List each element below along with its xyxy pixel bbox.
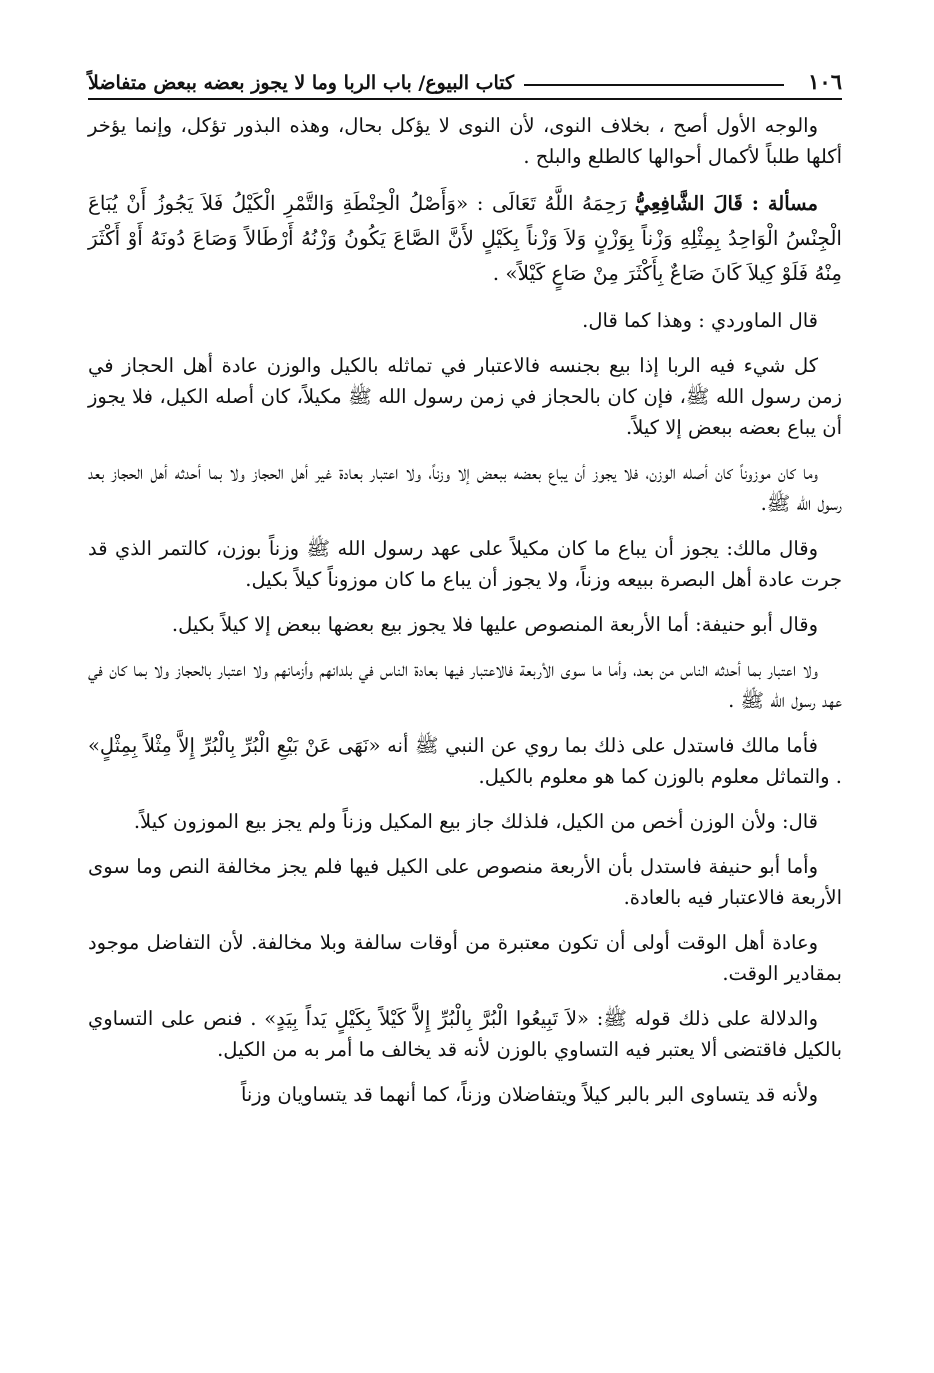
- paragraph: والوجه الأول أصح ، بخلاف النوى، لأن النوى لا يؤكل بحال، وهذه البذور تؤكل، وإنما يؤخر أكلها طلباً لأكمال أحوالها كالطلع والبلح .: [88, 114, 842, 168]
- running-header: [88, 58, 842, 100]
- paragraph: قال الماوردي : وهذا كما قال.: [582, 309, 818, 332]
- paragraph: وقال مالك: يجوز أن يباع ما كان مكيلاً على عهد رسول الله ﷺ وزناً بوزن، كالتمر الذي قد جرت عادة أهل البصرة ببيعه وزناً، ولا يجوز أن يباع ما كان موزوناً كيلاً بكيل.: [88, 537, 842, 591]
- paragraph: وأما أبو حنيفة فاستدل بأن الأربعة منصوص على الكيل فيها فلم يجز مخالفة النص وما سوى الأربعة فالاعتبار فيه بالعادة.: [88, 855, 842, 909]
- masala-quote: رَحِمَهُ اللَّهُ تَعَالَى : «وَأَصْلُ الْحِنْطَةِ وَالتَّمْرِ الْكَيْلُ فَلاَ يَجُوزُ أَنْ يُبَاعَ الْجِنْسُ الْوَاحِدُ بِمِثْلِهِ وَزْناً بِوَزْنٍ وَلاَ وَزْناً بِكَيْلٍ لأَنَّ الصَّاعَ يَكُونُ وَزْنُهُ أَرْطَالاً وَصَاعَ دُونَهُ أَوْ أَكْثَرَ مِنْهُ فَلَوْ كِيلاَ كَانَ صَاعٌ بِأَكْثَرَ مِنْ صَاعٍ كَيْلاً» .: [88, 191, 842, 285]
- paragraph-masala: [88, 186, 842, 291]
- paragraph: وقال أبو حنيفة: أما الأربعة المنصوص عليها فلا يجوز بيع بعضها ببعض إلا كيلاً بكيل.: [171, 613, 818, 636]
- paragraph: قال: ولأن الوزن أخص من الكيل، فلذلك جاز بيع المكيل وزناً ولم يجز بيع الموزون كيلاً.: [133, 810, 818, 833]
- paragraph: وعادة أهل الوقت أولى أن تكون معتبرة من أوقات سالفة وبلا مخالفة. لأن التفاضل موجود بمقادير الوقت.: [88, 931, 842, 985]
- page-body: [88, 110, 842, 1110]
- paragraph: وما كان موزوناً كان أصله الوزن، فلا يجوز أن يباع بعضه ببعض إلا وزناً، ولا اعتبار بعادة غير أهل الحجاز ولا بما أحدثه أهل الحجاز بعد رسول الله ﷺ.: [88, 461, 842, 515]
- paragraph: ولا اعتبار بما أحدثه الناس من بعد، وأما ما سوى الأربعة فالاعتبار فيها بعادة الناس في بلدانهم وأزمانهم ولا اعتبار بالحجاز ولا بما كان في عهد رسول الله ﷺ .: [88, 658, 842, 712]
- paragraph: ولأنه قد يتساوى البر بالبر كيلاً ويتفاضلان وزناً، كما أنهما قد يتساويان وزناً: [240, 1083, 818, 1106]
- page-number: ١٠٦: [808, 69, 842, 94]
- paragraph: كل شيء فيه الربا إذا بيع بجنسه فالاعتبار في تماثله بالكيل والوزن عادة أهل الحجاز في زمن رسول الله ﷺ، فإن كان بالحجاز في زمن رسول الله ﷺ مكيلاً، كان أصله الكيل، فلا يجوز أن يباع بعضه ببعض إلا كيلاً.: [88, 354, 842, 439]
- chapter-title: كتاب البيوع/ باب الربا وما لا يجوز بعضه ببعض متفاضلاً: [88, 72, 515, 94]
- paragraph: فأما مالك فاستدل على ذلك بما روي عن النبي ﷺ أنه «نَهَى عَنْ بَيْعِ الْبُرِّ بِالْبُرِّ إِلاَّ مِثْلاً بِمِثْلٍ» . والتماثل معلوم بالوزن كما هو معلوم بالكيل.: [88, 734, 842, 788]
- header-rule: [524, 84, 784, 86]
- paragraph: والدلالة على ذلك قوله ﷺ: «لاَ تَبِيعُوا الْبُرَّ بِالْبُرِّ إِلاَّ كَيْلاً بِكَيْلٍ يَداً بِيَدٍ» . فنص على التساوي بالكيل فاقتضى ألا يعتبر فيه التساوي بالوزن لأنه قد يخالف ما أمر به من الكيل.: [88, 1007, 842, 1061]
- book-page: [88, 58, 842, 1124]
- masala-lead: مسألة : قَالَ الشَّافِعِيُّ: [634, 192, 819, 215]
